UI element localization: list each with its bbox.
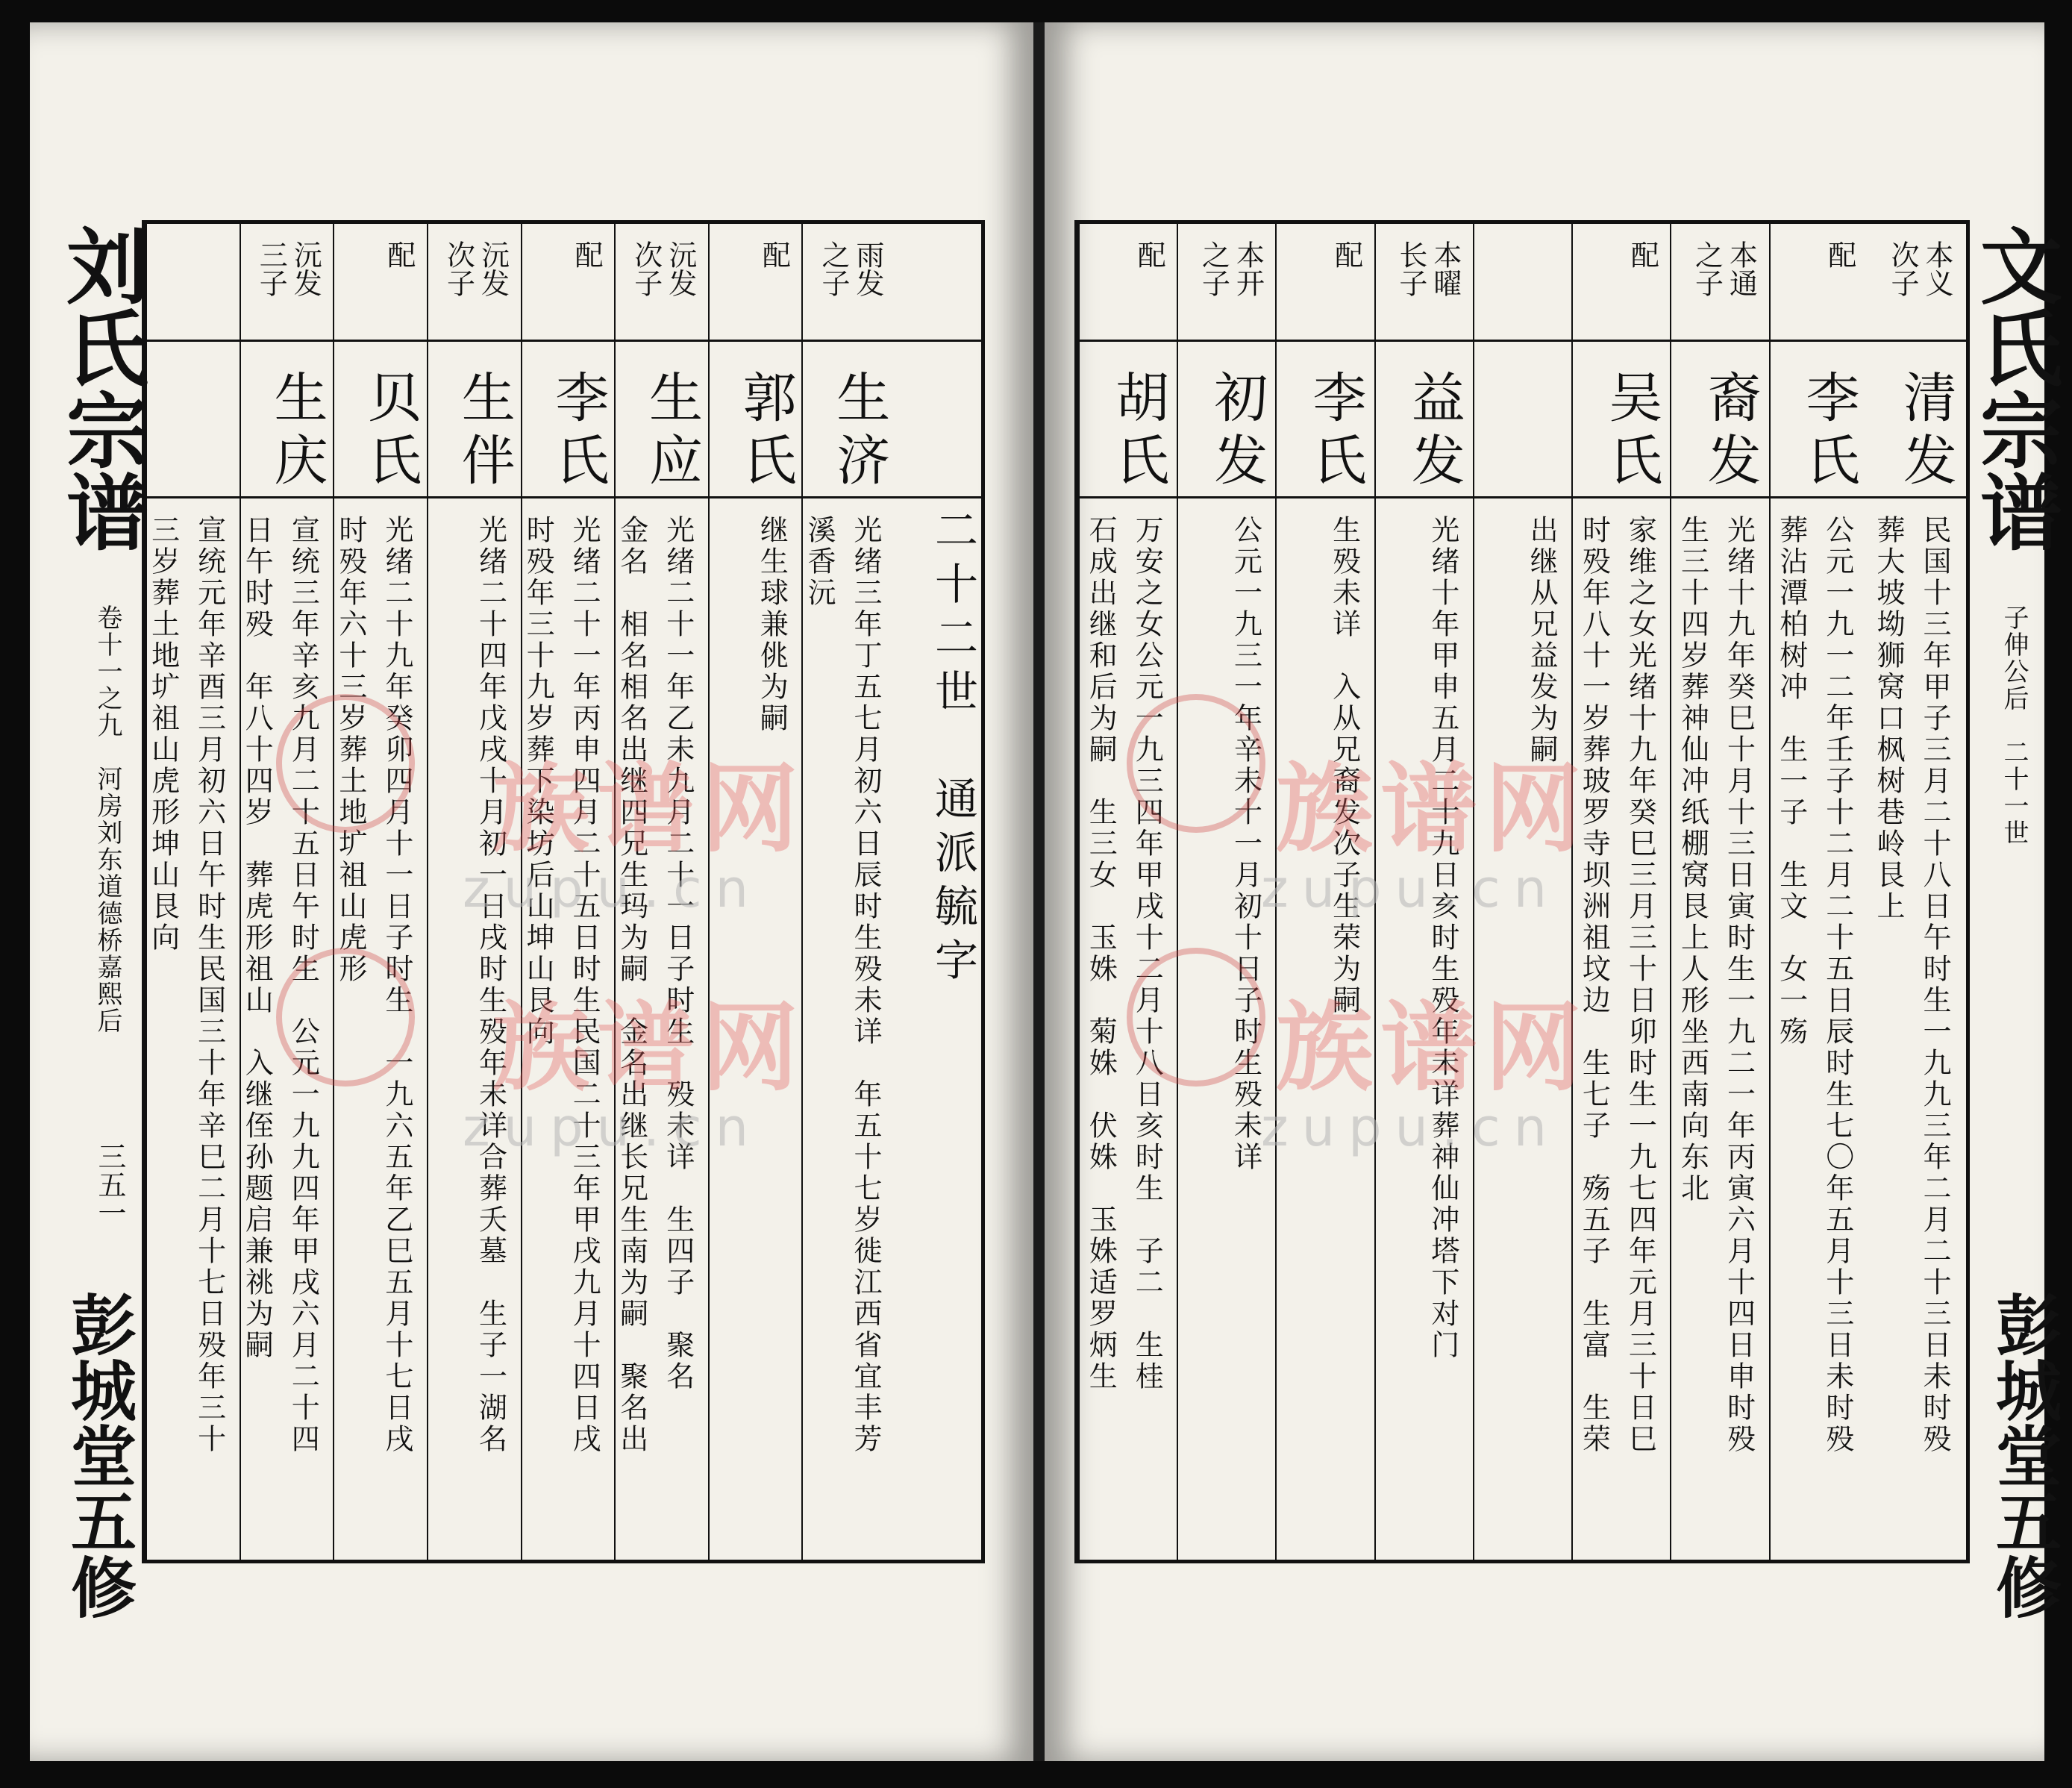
book-spine <box>1033 22 1045 1761</box>
detail-line: 光绪二十一年乙未九月二十一日子时生 殁未详 生四子 聚名 <box>661 515 695 1392</box>
person-detail <box>143 515 231 1455</box>
genealogy-column <box>801 224 897 1560</box>
relation-label <box>1331 240 1362 269</box>
genealogy-column <box>240 224 335 1560</box>
relation-label <box>1198 240 1263 297</box>
watermark-brand: 族谱网 <box>492 751 807 866</box>
watermark-brand: 族谱网 <box>492 990 807 1104</box>
person-name: 胡氏 <box>1107 369 1170 495</box>
relation-text: 之子 <box>1690 240 1724 297</box>
person-name: 生济 <box>827 369 891 495</box>
genealogy-column <box>1078 224 1178 1560</box>
detail-line: 公元一九三一年辛未十一月初十日子时生殁未详 <box>1229 515 1262 1173</box>
seal-stamp <box>276 694 415 833</box>
relation-label <box>630 240 696 297</box>
relation-text: 配 <box>1626 240 1659 269</box>
detail-line: 金名 相名相名出继四兄生玛为嗣 金名出继长兄生南为嗣 聚名出 <box>615 515 648 1455</box>
left-side-text: 卷十一之九 河房刘东道德桥嘉熙后 <box>93 604 122 1034</box>
genealogy-column <box>145 224 241 1560</box>
detail-line: 公元一九一二年壬子十二月二十五日辰时生七〇年五月十三日未时殁 <box>1821 515 1854 1455</box>
relation-label <box>1395 240 1461 297</box>
detail-line: 光绪十年甲申五月二十九日亥时生殁年未详葬神仙冲塔下对门 <box>1426 515 1459 1361</box>
detail-line: 溪香沅 <box>803 515 836 609</box>
detail-line: 时殁年三十九岁葬下染坊后山坤山艮向 <box>522 515 555 1048</box>
person-name: 裔发 <box>1698 369 1762 495</box>
watermark-domain: zupu.cn <box>463 1097 763 1158</box>
detail-line: 生三十四岁葬神仙冲纸棚窝艮上人形坐西南向东北 <box>1676 515 1709 1204</box>
person-detail <box>1672 515 1760 1455</box>
relation-text: 之子 <box>817 240 850 297</box>
detail-line: 光绪二十九年癸卯四月十一日子时生 一九六五年乙巳五月十七日戌 <box>380 515 413 1455</box>
relation-label <box>255 240 321 297</box>
person-name: 初发 <box>1205 369 1268 495</box>
person-name: 吴氏 <box>1600 369 1663 495</box>
relation-text: 沅发 <box>663 240 697 297</box>
detail-line: 民国十三年甲子三月二十八日午时生一九九三年二月二十三日未时殁 <box>1918 515 1951 1455</box>
relation-label <box>571 240 602 269</box>
relation-text: 之子 <box>1197 240 1230 297</box>
relation-text: 沅发 <box>289 240 322 297</box>
relation-text: 配 <box>382 240 416 269</box>
detail-line: 石成出继和后为嗣 生三女 玉姝 菊姝 伏姝 玉姝适罗炳生 <box>1084 515 1118 1392</box>
person-name: 李氏 <box>1797 369 1860 495</box>
relation-text: 本曜 <box>1428 240 1462 297</box>
person-detail <box>1422 515 1464 1361</box>
left-book-title: 刘氏宗谱 <box>53 224 149 552</box>
watermark-domain: zupu.cn <box>1261 858 1561 919</box>
open-book <box>30 22 2063 1761</box>
right-hall-name: 彭城堂五修 <box>1985 1291 2063 1619</box>
detail-line: 时殁年六十三岁葬土地圹祖山虎形 <box>334 515 367 985</box>
relation-text: 次子 <box>629 240 663 297</box>
seal-stamp <box>1127 694 1265 833</box>
relation-label <box>818 240 883 297</box>
detail-line: 万安之女公元一九三四年甲戌十二月十八日亥时生 子二 生桂 <box>1130 515 1164 1392</box>
left-page-number: 三五一 <box>93 1142 126 1227</box>
person-detail <box>1771 515 1859 1455</box>
person-detail <box>798 515 886 1455</box>
relation-text: 本义 <box>1920 240 1953 297</box>
person-detail <box>751 515 792 734</box>
genealogy-column <box>1571 224 1671 1560</box>
relation-text: 本通 <box>1724 240 1758 297</box>
relation-label <box>1824 240 1856 269</box>
watermark-domain: zupu.cn <box>463 858 763 919</box>
right-side-text: 子伸公后 二十一世 <box>1999 604 2029 846</box>
detail-line: 三岁葬土地圹祖山虎形坤山艮向 <box>146 515 180 954</box>
relation-text: 本开 <box>1231 240 1265 297</box>
detail-line: 光绪二十一年丙申四月二十五日时生民国二十三年甲戌九月十四日戌 <box>568 515 601 1455</box>
detail-line: 葬大坡坳狮窝口枫树巷岭艮上 <box>1871 515 1905 922</box>
relation-text: 雨发 <box>851 240 884 297</box>
person-name: 李氏 <box>546 369 610 495</box>
relation-label <box>1133 240 1165 269</box>
generation-title: 二十二世 通派毓字 <box>927 507 978 991</box>
person-detail <box>1080 515 1168 1392</box>
detail-line: 家维之女光绪十九年癸巳三月三十日卯时生一九七四年元月三十日巳 <box>1624 515 1657 1455</box>
relation-text: 次子 <box>442 240 475 297</box>
person-name: 生伴 <box>452 369 516 495</box>
relation-label <box>758 240 789 269</box>
relation-text: 配 <box>1330 240 1363 269</box>
person-name: 益发 <box>1402 369 1465 495</box>
relation-text: 配 <box>1133 240 1166 269</box>
person-name: 郭氏 <box>733 369 797 495</box>
detail-line: 宣统三年辛亥九月二十五日午时生 公元一九九四年甲戌六月二十四 <box>287 515 320 1455</box>
person-detail <box>1868 515 1956 1455</box>
genealogy-column <box>1769 224 1869 1560</box>
genealogy-column <box>1868 224 1966 1560</box>
relation-text: 配 <box>570 240 604 269</box>
right-page <box>1045 22 2063 1761</box>
person-name: 贝氏 <box>359 369 422 495</box>
genealogy-column <box>1670 224 1770 1560</box>
person-detail <box>1521 515 1562 766</box>
seal-stamp <box>276 948 415 1087</box>
relation-text: 配 <box>757 240 791 269</box>
relation-text: 三子 <box>254 240 288 297</box>
person-name: 清发 <box>1894 369 1957 495</box>
person-name: 李氏 <box>1303 369 1367 495</box>
relation-label <box>1691 240 1757 297</box>
watermark-brand: 族谱网 <box>1276 990 1590 1104</box>
seal-stamp <box>1127 948 1265 1087</box>
genealogy-column <box>333 224 428 1560</box>
detail-line: 生殁未详 入从兄裔发次子生荣为嗣 <box>1327 515 1361 1016</box>
left-hall-name: 彭城堂五修 <box>60 1291 138 1619</box>
detail-line: 出继从兄益发为嗣 <box>1525 515 1559 766</box>
relation-label <box>443 240 509 297</box>
detail-line: 葬沾潭柏树冲 生一子 生文 女一殇 <box>1774 515 1808 1048</box>
relation-label <box>1887 240 1953 297</box>
person-name: 生应 <box>639 369 703 495</box>
detail-line: 时殁年八十一岁葬玻罗寺坝洲祖坟边 生七子 殇五子 生富 生荣 <box>1577 515 1611 1455</box>
right-book-title: 文氏宗谱 <box>1967 224 2063 552</box>
detail-line: 日午时殁 年八十四岁 葬虎形祖山 入继侄孙题启兼祧为嗣 <box>240 515 274 1361</box>
relation-text: 配 <box>1823 240 1856 269</box>
left-page <box>30 22 1033 1761</box>
person-name: 生庆 <box>265 369 328 495</box>
relation-text: 沅发 <box>476 240 510 297</box>
relation-label <box>1627 240 1658 269</box>
detail-line: 继生球兼佻为嗣 <box>755 515 789 734</box>
relation-text: 长子 <box>1394 240 1427 297</box>
detail-line: 光绪二十四年戊戌十月初一日戌时生殁年未详合葬夭墓 生子一湖名 <box>474 515 507 1455</box>
detail-line: 光绪十九年癸巳十月十三日寅时生一九二一年丙寅六月十四日申时殁 <box>1722 515 1756 1455</box>
watermark-brand: 族谱网 <box>1276 751 1590 866</box>
relation-text: 次子 <box>1885 240 1919 297</box>
relation-label <box>384 240 415 269</box>
detail-line: 宣统元年辛酉三月初六日午时生民国三十年辛巳二月十七日殁年三十 <box>193 515 226 1455</box>
watermark-domain: zupu.cn <box>1261 1097 1561 1158</box>
detail-line: 光绪三年丁五七月初六日辰时生殁未详 年五十七岁徙江西省宜丰芳 <box>849 515 882 1455</box>
